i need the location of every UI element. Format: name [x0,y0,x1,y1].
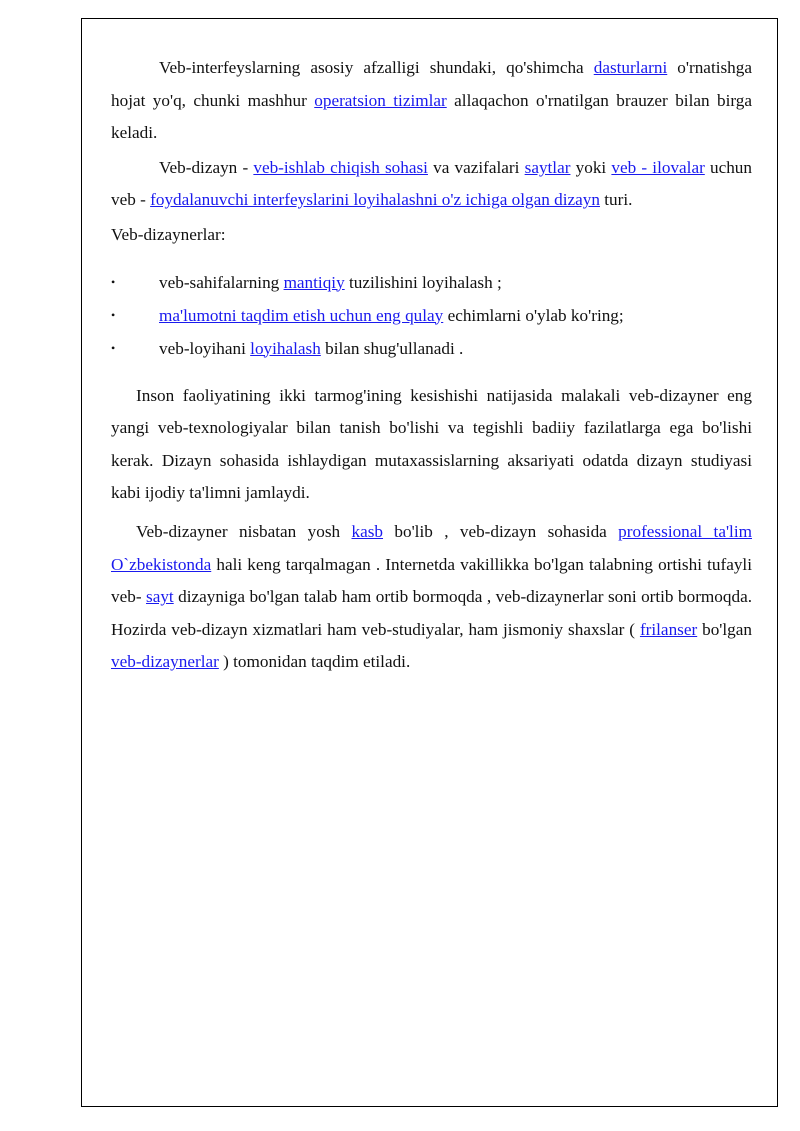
list-item [111,299,752,332]
bullet-icon: • [111,307,116,322]
text-run: Veb-dizayner nisbatan yosh [136,521,352,541]
text-run: allaqachon o'rnatilgan brauzer bilan birga keladi. [111,90,753,143]
text-run: bo'lib , veb-dizayn sohasida [383,521,619,541]
link-veb-ishlab-chiqish[interactable]: veb-ishlab chiqish sohasi [253,157,428,177]
text-run: bo'lgan [697,619,752,639]
text-run: hali keng tarqalmagan . Internetda vakillikka bo'lgan talabning ortishi tufayli veb- [111,554,752,607]
text-run: turi. [599,190,633,210]
link-sayt[interactable]: sayt [146,587,174,607]
paragraph-web-design-definition [111,152,752,217]
link-kasb[interactable]: kasb [351,521,384,541]
link-frilanser[interactable]: frilanser [639,619,698,639]
list-item [111,332,752,365]
text-run: bilan shug'ullanadi . [320,338,464,358]
text-run: veb-loyihani [159,338,251,358]
text-run: Veb-interfeyslarning asosiy afzalligi shundaki, qo'shimcha [159,58,594,77]
link-loyihalash[interactable]: loyihalash [250,338,321,358]
link-saytlar[interactable]: saytlar [524,157,571,177]
text-run: yoki [570,157,612,177]
text-run: uchun veb - [111,157,752,210]
bullet-icon: • [111,274,116,289]
paragraph-qualified-designer: Inson faoliyatining ikki tarmog'ining kesishishi natijasida malakali veb-dizayner eng yangi veb-texnologiyalar bilan tanish bo'lishi va tegishli badiiy fazilatlarga ega bo'lishi kerak. Dizayn sohasida ishlaydigan mutaxassislarning aksariyati odatda dizayn studiyasi kabi ijodiy ta'limni jamlaydi. [111,385,752,503]
text-run: tuzilishini loyihalash ; [344,272,502,292]
document-body [111,52,752,679]
text-run: va vazifalari [427,157,525,177]
link-foydalanuvchi-interfeyslari[interactable]: foydalanuvchi interfeyslarini loyihalashni o'z ichiga olgan dizayn [150,190,600,210]
link-operatsion-tizimlar[interactable]: operatsion tizimlar [314,90,447,110]
link-veb-dizaynerlar[interactable]: veb-dizaynerlar [111,652,219,672]
paragraph-designers-heading: Veb-dizaynerlar: [111,224,226,244]
text-run: echimlarni o'ylab ko'ring; [443,305,624,325]
link-professional-talim[interactable]: professional ta'lim O`zbekistonda [111,521,752,574]
link-dasturlarni[interactable]: dasturlarni [593,58,668,77]
link-malumotni-taqdim-etish[interactable]: ma'lumotni taqdim etish uchun eng qulay [159,305,444,325]
link-veb-ilovalar[interactable]: veb - ilovalar [611,157,705,177]
text-run: veb-sahifalarning [159,272,284,292]
text-run: o'rnatishga hojat yo'q, chunki mashhur [111,58,752,110]
list-item [111,266,752,299]
bullet-icon: • [111,340,116,355]
text-run: Veb-dizayn - [159,157,254,177]
designer-tasks-list [111,266,752,365]
link-mantiqiy[interactable]: mantiqiy [283,272,345,292]
text-run: dizayniga bo'lgan talab ham ortib bormoqda , veb-dizaynerlar soni ortib bormoqda. Hozirda veb-dizayn xizmatlari ham veb-studiyalar, ham jismoniy shaxslar ( [111,587,752,639]
text-run: ) tomonidan taqdim etiladi. [218,652,411,672]
paragraph-web-interface-advantage [111,52,752,150]
paragraph-young-profession [111,516,752,679]
